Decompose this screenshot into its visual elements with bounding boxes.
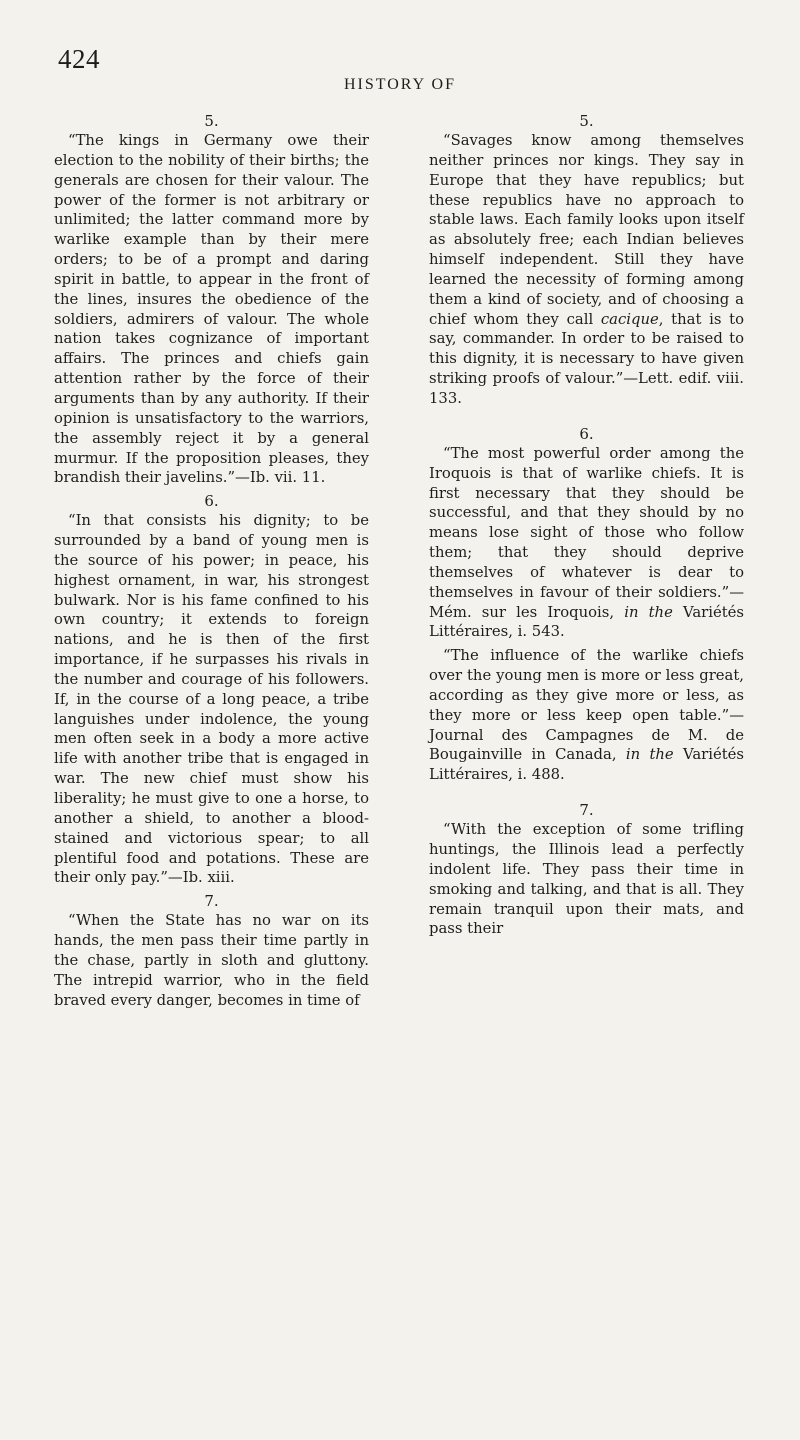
text-run: Variétés Littéraires, i. 543. <box>429 603 744 641</box>
text-run: , that is to say, commander. In order to be raised to this dignity, it is necessary to have given striking proofs of valour.”—Lett. edif. viii. 133. <box>429 310 744 407</box>
note-text: “When the State has no war on its hands, the men pass their time partly in the chase, partly in sloth and gluttony. The intrepid warrior, who in the field braved every danger, becomes in time of <box>54 912 369 1009</box>
note-text <box>429 646 744 785</box>
note-text <box>429 444 744 642</box>
note-left-5 <box>54 112 369 488</box>
note-number: 6. <box>579 424 594 443</box>
right-column <box>429 112 744 1014</box>
note-number: 6. <box>204 492 219 511</box>
page-number: 424 <box>58 44 100 74</box>
note-text: “In that consists his dignity; to be surrounded by a band of young men is the source of his power; in peace, his highest ornament, in war, his strongest bulwark. Nor is his fame confined to his own country; it extends to foreign nations, and he is then of the first importance, if he surpasses his rivals in the number and courage of his followers. If, in the course of a long peace, a tribe languishes under indolence, the young men often seek in a body a more active life with another tribe that is engaged in war. The new chief must show his liberality; he must give to one a horse, to another a shield, to another a blood-stained and victorious spear; to all plentiful food and potations. These are their only pay.”—Ib. xiii. <box>54 512 369 887</box>
italic-term: cacique <box>600 310 659 328</box>
note-number: 7. <box>579 801 594 820</box>
note-right-7 <box>429 801 744 939</box>
note-text: “The kings in Germany owe their election to the nobility of their births; the generals are chosen for their valour. The power of the former is not arbitrary or unlimited; the latter command more by warlike example than by their mere orders; to be of a prompt and daring spirit in battle, to appear in the front of the lines, insures the obedience of the soldiers, admirers of valour. The whole nation takes cognizance of important affairs. The princes and chiefs gain attention rather by the force of their arguments than by any authority. If their opinion is unsatisfactory to the warriors, the assembly reject it by a general murmur. If the proposition pleases, they brandish their javelins.”—Ib. vii. 11. <box>54 132 369 487</box>
note-right-5 <box>429 112 744 409</box>
note-left-6 <box>54 492 369 888</box>
left-column <box>54 112 369 1014</box>
text-run: Variétés Littéraires, i. 488. <box>429 746 745 784</box>
note-text: “With the exception of some trifling huntings, the Illinois lead a perfectly indolent life. They pass their time in smoking and talking, and that is all. They remain tranquil upon their mats, and pass their <box>429 821 744 938</box>
note-number: 7. <box>204 892 219 911</box>
note-number: 5. <box>204 112 219 130</box>
note-number: 5. <box>579 112 594 130</box>
two-column-body <box>54 112 744 1014</box>
spacer <box>429 789 744 801</box>
note-text <box>429 131 744 409</box>
text-run: “Savages know among themselves neither princes nor kings. They say in Europe that they have republics; but these republics have no approach to stable laws. Each family looks upon itself as absolutely free; each Indian believes himself independent. Still they have learned the necessity of forming among them a kind of society, and of choosing a chief whom they call <box>429 132 744 328</box>
spacer <box>429 413 744 425</box>
italic-term: in the <box>625 746 674 764</box>
note-left-7 <box>54 892 369 1010</box>
running-head: HISTORY OF <box>343 76 457 93</box>
text-run: “The most powerful order among the Iroquois is that of warlike chiefs. It is first necessary that they should be successful, and that they should by no means lose sight of those who follow them; that they should deprive themselves of whatever is dear to themselves in favour of their soldiers.”—Mém. sur les Iroquois, <box>429 444 744 621</box>
text-run: “The influence of the warlike chiefs over the young men is more or less great, according as they give more or less, as they more or less keep open table.”—Journal des Campagnes de M. de Bougainville in Canada, <box>429 647 744 764</box>
italic-term: in the <box>624 603 673 621</box>
note-right-6 <box>429 425 744 785</box>
